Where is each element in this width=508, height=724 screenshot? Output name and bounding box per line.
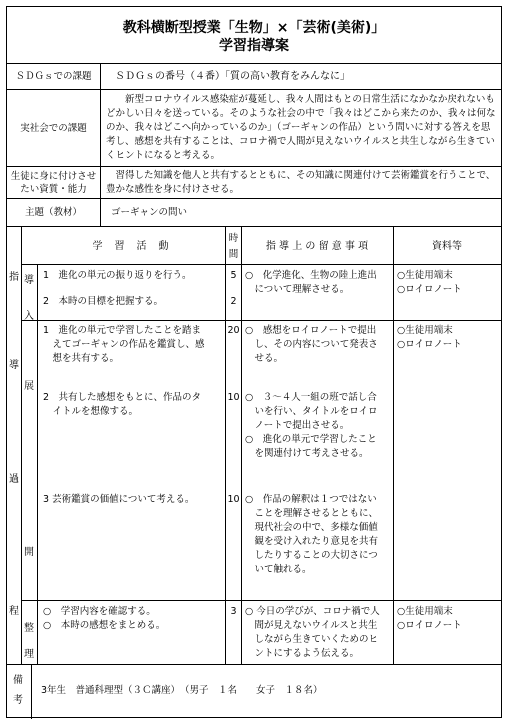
phase-sum-2: 理 [24, 649, 34, 660]
grid-line [393, 227, 394, 664]
lesson-plan-document [6, 6, 502, 718]
grid-line [225, 227, 226, 664]
theme-row [7, 199, 501, 227]
remarks-text: 3年生 普通科理型（３Ｃ講座） （男子 １名 女子 １８名） [41, 685, 323, 696]
remarks-label-2: 考 [13, 695, 23, 706]
grid-line [21, 227, 22, 664]
header-activity: 学 習 活 動 [92, 241, 170, 252]
phase-label-instruction-3: 過 [9, 474, 19, 485]
grid-line [21, 264, 501, 265]
intro-activity-1: 1 進化の単元の振り返りを行う。 [43, 270, 192, 281]
intro-notes: ○ 化学進化、生物の陸上進出 について理解させる。 [245, 270, 377, 295]
ability-row [7, 167, 501, 199]
theme-label: 主題（教材） [7, 199, 101, 226]
sdgs-label: ＳＤＧｓでの課題 [7, 64, 101, 89]
grid-line [31, 664, 32, 719]
sum-activity: ○ 学習内容を確認する。 ○ 本時の感想をまとめる。 [43, 606, 166, 631]
dev-notes-2: ○ ３～４人一組の班で話し合 いを行い、タイトルをロイロ ノートで提出させる。 ○ 進化の単元で学習したこと を関連付けて考えさせる。 [245, 392, 378, 459]
sdgs-value: ＳＤＧｓの番号（４番）「質の高い教育をみんなに」 [115, 71, 350, 82]
phase-intro-2: 入 [24, 311, 34, 322]
intro-time-1: 5 [230, 270, 237, 281]
grid-line [37, 264, 38, 664]
sum-notes: ○ 今日の学びが、コロナ禍で人 間が見えないウイルスと共生 しながら生きていくためのヒ ントにするよう伝える。 [245, 606, 380, 659]
sum-materials: ○生徒用端末 ○ロイロノート [397, 606, 462, 631]
theme-value: ゴーギャンの問い [111, 207, 188, 218]
phase-dev-1: 展 [24, 381, 34, 392]
grid-line [21, 600, 501, 601]
dev-time-3: 10 [227, 494, 240, 505]
dev-time-1: 20 [227, 325, 240, 336]
dev-activity-3: 3 芸術鑑賞の価値について考える。 [43, 494, 195, 505]
sdgs-row [7, 64, 501, 90]
document-subtitle: 学習指導案 [219, 38, 289, 54]
header-time: 時間 [228, 233, 239, 260]
header-notes: 指 導 上 の 留 意 事 項 [265, 241, 369, 252]
phase-label-instruction-2: 導 [9, 360, 19, 371]
phase-intro-1: 導 [24, 275, 34, 286]
phase-sum-1: 整 [24, 623, 34, 634]
dev-activity-1: 1 進化の単元で学習したことを踏ま えてゴーギャンの作品を鑑賞し、感 想を共有する。 [43, 325, 205, 364]
dev-notes-1: ○ 感想をロイロノートで提出 し、その内容について発表さ せる。 [245, 325, 378, 364]
society-text: 新型コロナウイルス感染症が蔓延し、我々人間はもとの日常生活になかなか戻れないもどかしい日々を送っている。そのような社会の中で「我々はどこから来たのか、我々は何なのか、我々はどこへ向かっているのか」（ゴーギャンの作品）という問いに対する答えを思考し、感想を共有することは、コロナ禍で人間が見えないウイルスと共生しながら生きていくヒントになると考える。 [106, 94, 496, 161]
ability-label: 生徒に身に付けさせたい資質・能力 [7, 167, 101, 198]
dev-materials: ○生徒用端末 ○ロイロノート [397, 325, 462, 350]
dev-activity-2: 2 共有した感想をもとに、作品のタ イトルを想像する。 [43, 392, 202, 417]
ability-text: 習得した知識を他人と共有するとともに、その知識に関連付けて芸術鑑賞を行うことで、豊かな感性を身に付けさせる。 [106, 169, 496, 195]
phase-label-instruction-4: 程 [9, 606, 19, 617]
intro-time-2: 2 [230, 296, 237, 307]
phase-dev-2: 開 [24, 547, 34, 558]
remarks-label-1: 備 [13, 675, 23, 686]
grid-line [7, 664, 501, 665]
society-row [7, 90, 501, 167]
dev-time-2: 10 [227, 392, 240, 403]
society-label: 実社会での課題 [7, 90, 101, 166]
sum-time: 3 [230, 606, 237, 617]
grid-line [21, 320, 501, 321]
phase-label-instruction-1: 指 [9, 272, 19, 283]
header-materials: 資料等 [432, 241, 462, 252]
title-block [7, 7, 501, 64]
dev-notes-3: ○ 作品の解釈は１つではない ことを理解させるとともに、 現代社会の中で、多様な価値 観を受け入れたり意見を共有 したりすることの大切さにつ いて触れる。 [245, 494, 379, 575]
grid-line [241, 227, 242, 664]
intro-activity-2: 2 本時の目標を把握する。 [43, 296, 164, 307]
document-title: 教科横断型授業「生物」×「芸術(美術)」 [122, 20, 386, 36]
intro-materials: ○生徒用端末 ○ロイロノート [397, 270, 462, 295]
